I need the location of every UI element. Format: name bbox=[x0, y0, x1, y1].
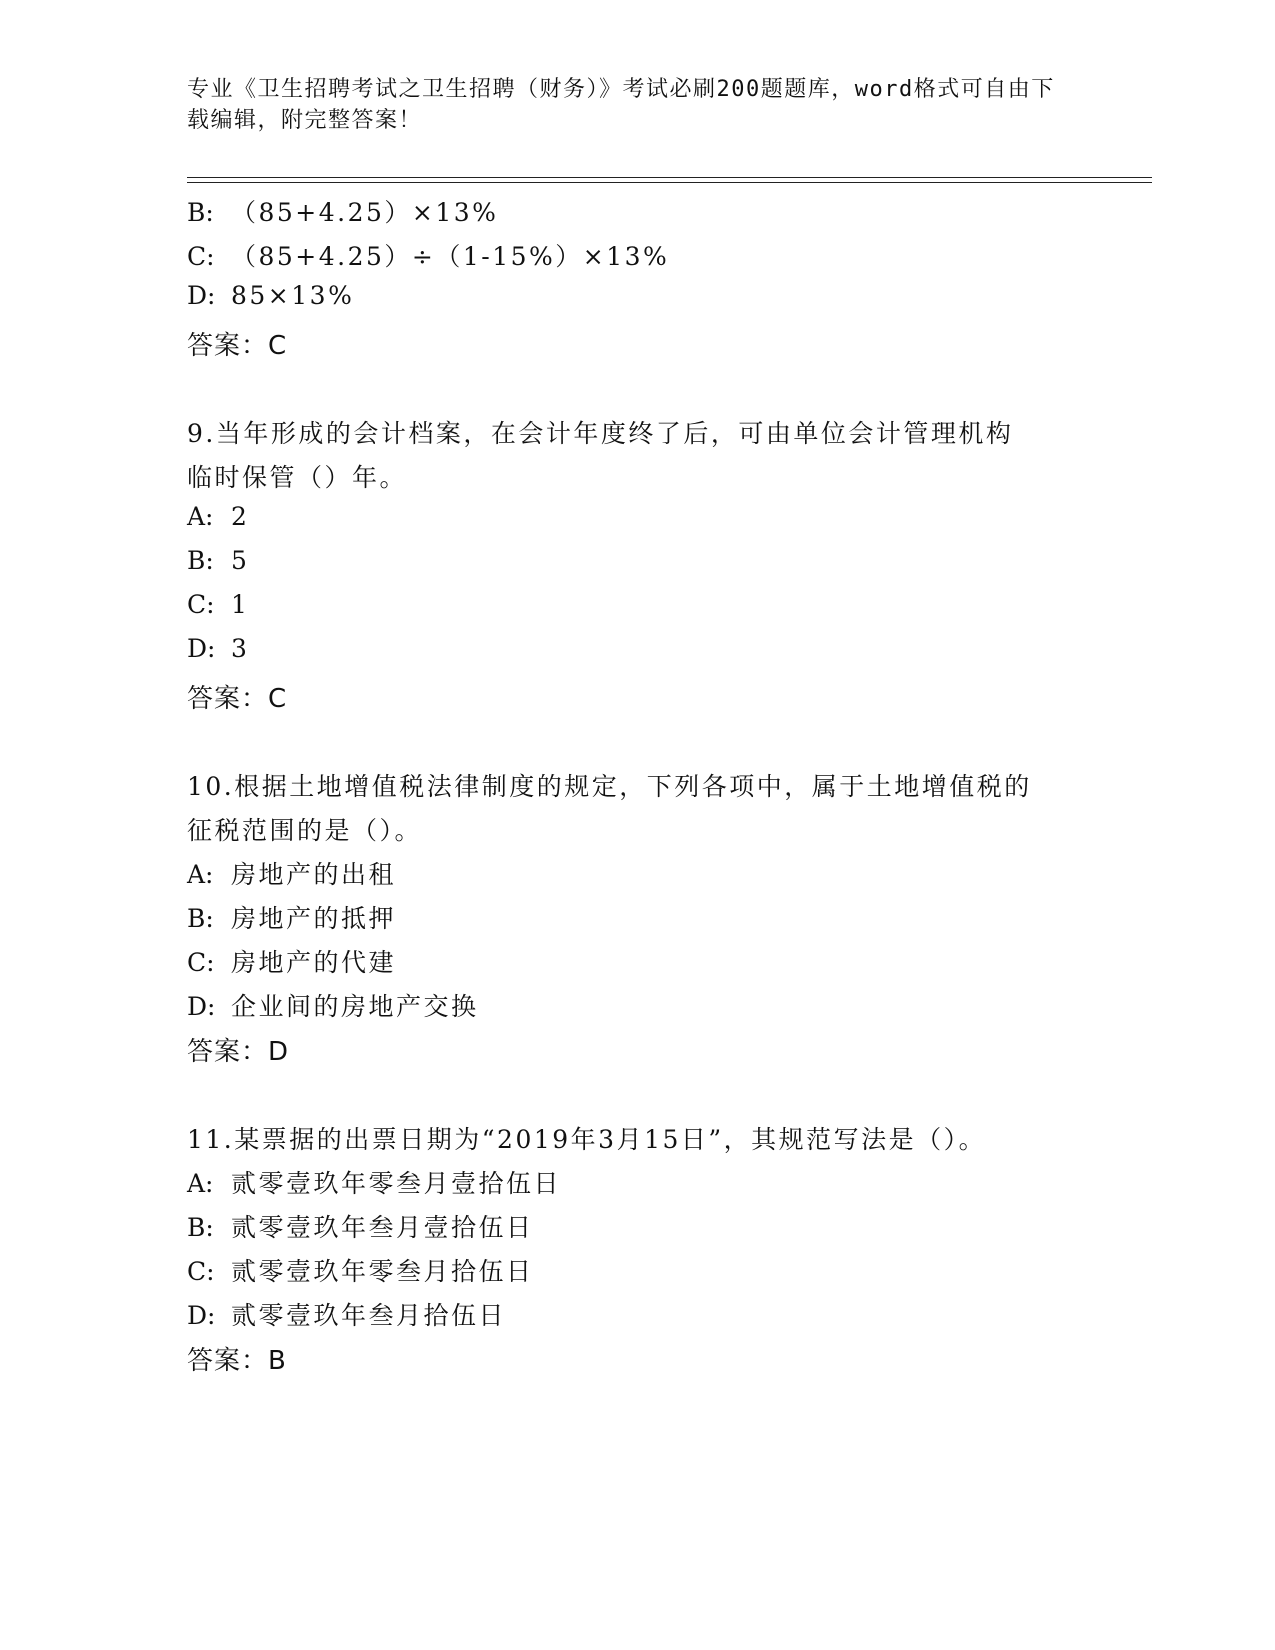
option-prefix: A: bbox=[187, 860, 214, 889]
option-prefix: A: bbox=[187, 1169, 214, 1198]
answer-line: 答案：B bbox=[187, 1346, 287, 1376]
option-prefix: D: bbox=[187, 1301, 216, 1330]
option-a bbox=[187, 502, 249, 531]
option-text: 房地产的代建 bbox=[231, 948, 397, 977]
document-header: 专业《卫生招聘考试之卫生招聘（财务）》考试必刷200题题库，word格式可自由下载编辑，附完整答案！ bbox=[187, 77, 1055, 133]
option-prefix: B: bbox=[187, 904, 214, 933]
option-d bbox=[187, 281, 354, 310]
answer-line: 答案：C bbox=[187, 684, 288, 714]
option-c bbox=[187, 237, 669, 273]
option-text: 贰零壹玖年叁月拾伍日 bbox=[231, 1301, 507, 1330]
option-text: （85+4.25）×13% bbox=[231, 198, 499, 227]
answer-line: 答案：C bbox=[187, 331, 288, 361]
question-stem-line: 11.某票据的出票日期为“2019年3月15日”，其规范写法是（）。 bbox=[187, 1125, 987, 1154]
option-prefix: A: bbox=[187, 502, 214, 531]
question-stem-line: 临时保管（）年。 bbox=[187, 463, 408, 492]
option-prefix: D: bbox=[187, 281, 216, 310]
option-b bbox=[187, 899, 396, 935]
option-text: 贰零壹玖年叁月壹拾伍日 bbox=[231, 1213, 534, 1242]
option-d bbox=[187, 1296, 506, 1332]
answer-line: 答案：D bbox=[187, 1037, 290, 1067]
option-text: 2 bbox=[231, 502, 250, 531]
option-text: 贰零壹玖年零叁月壹拾伍日 bbox=[231, 1169, 562, 1198]
option-text: 5 bbox=[231, 546, 250, 575]
question-stem-line: 10.根据土地增值税法律制度的规定，下列各项中，属于土地增值税的 bbox=[187, 772, 1032, 801]
option-text: 房地产的出租 bbox=[231, 860, 397, 889]
option-prefix: B: bbox=[187, 546, 214, 575]
option-a bbox=[187, 855, 396, 891]
option-b bbox=[187, 546, 249, 575]
option-text: （85+4.25）÷（1-15%）×13% bbox=[231, 242, 670, 271]
option-b bbox=[187, 193, 498, 229]
question-stem-line: 征税范围的是（）。 bbox=[187, 816, 423, 845]
option-prefix: C: bbox=[187, 242, 215, 271]
option-prefix: C: bbox=[187, 590, 215, 619]
option-d bbox=[187, 634, 249, 663]
option-text: 85×13% bbox=[231, 281, 355, 310]
option-c bbox=[187, 1252, 534, 1288]
option-prefix: C: bbox=[187, 948, 215, 977]
option-text: 贰零壹玖年零叁月拾伍日 bbox=[231, 1257, 534, 1286]
option-text: 3 bbox=[231, 634, 250, 663]
question-stem-line: 9.当年形成的会计档案，在会计年度终了后，可由单位会计管理机构 bbox=[187, 419, 1014, 448]
option-prefix: D: bbox=[187, 634, 216, 663]
option-text: 企业间的房地产交换 bbox=[231, 992, 479, 1021]
option-prefix: B: bbox=[187, 1213, 214, 1242]
option-d bbox=[187, 987, 479, 1023]
option-text: 1 bbox=[231, 590, 250, 619]
option-text: 房地产的抵押 bbox=[231, 904, 397, 933]
option-prefix: B: bbox=[187, 198, 214, 227]
option-a bbox=[187, 1164, 561, 1200]
option-b bbox=[187, 1208, 534, 1244]
option-c bbox=[187, 943, 396, 979]
header-divider-bottom bbox=[187, 182, 1152, 183]
option-prefix: D: bbox=[187, 992, 216, 1021]
option-c bbox=[187, 590, 249, 619]
header-divider-top bbox=[187, 177, 1152, 178]
option-prefix: C: bbox=[187, 1257, 215, 1286]
